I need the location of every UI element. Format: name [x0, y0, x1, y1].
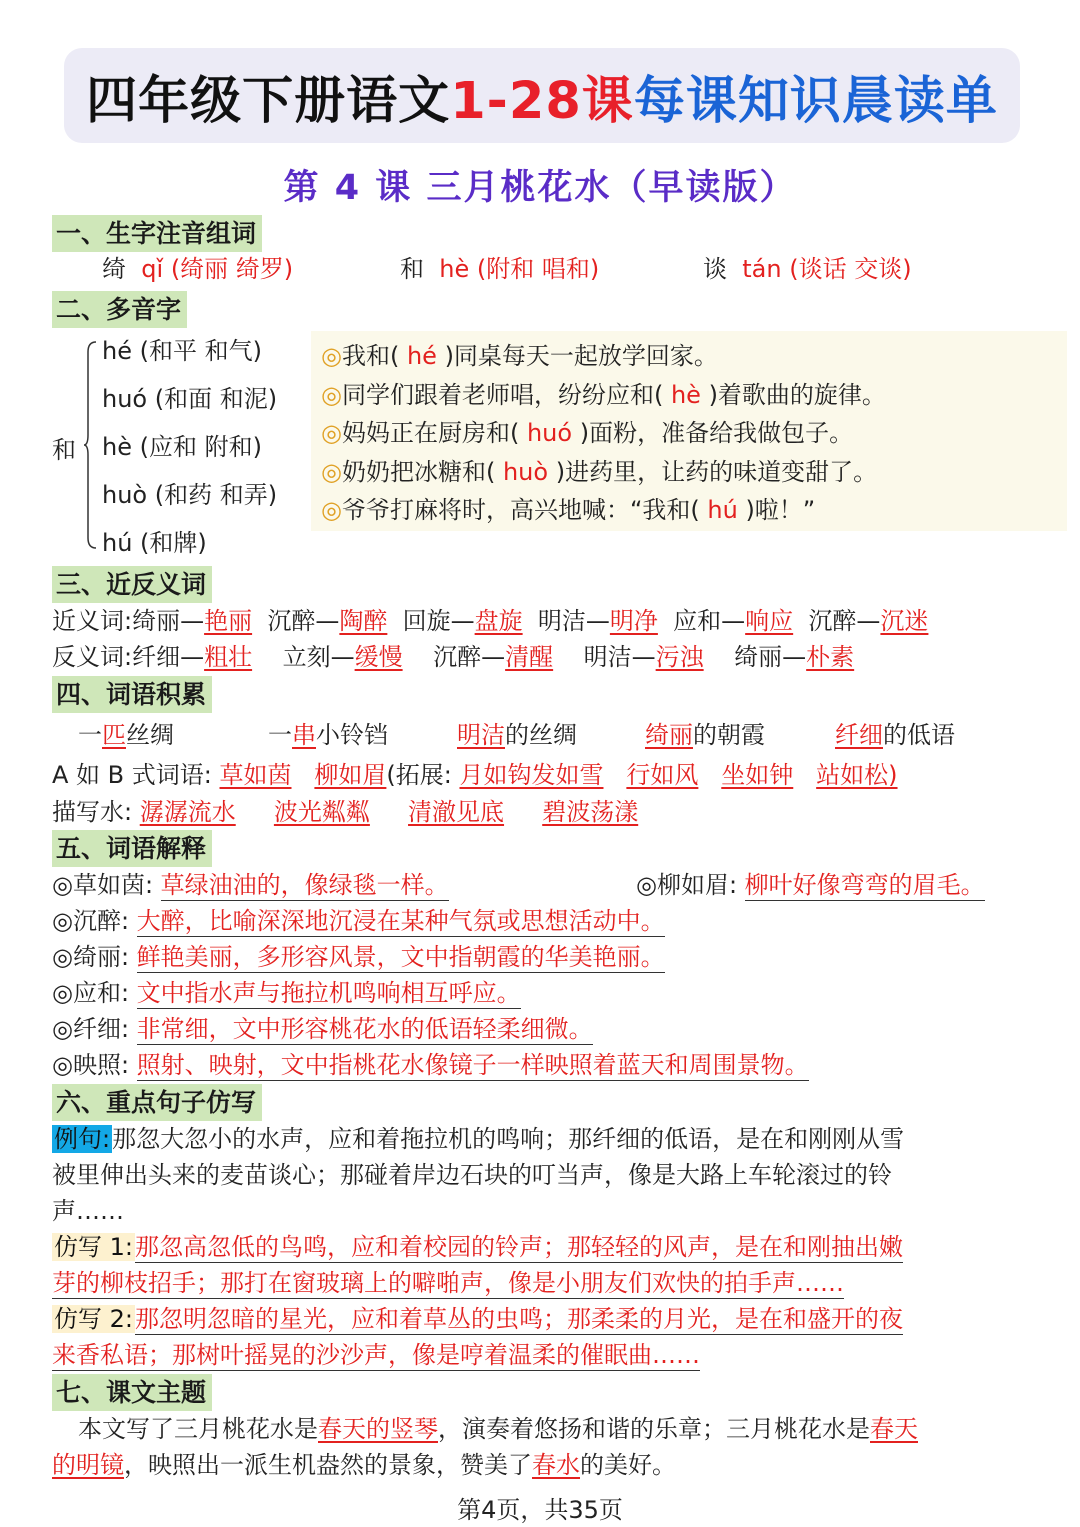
definition-item: ◎草如茵: 草绿油油的，像绿毯一样。 [52, 871, 449, 899]
theme-line-2: 的明镜，映照出一派生机盎然的景象，赞美了春水的美好。 [52, 1451, 676, 1479]
definition-item: ◎绮丽: 鲜艳美丽，多形容风景，文中指朝霞的华美艳丽。 [52, 943, 665, 971]
example-sentence: ◎爷爷打麻将时，高兴地喊：“我和( hú )啦！” [321, 496, 816, 524]
word-accum-4: 绮丽的朝霞 [645, 721, 765, 749]
definition-item: ◎映照: 照射、映射，文中指桃花水像镜子一样映照着蓝天和周围景物。 [52, 1051, 809, 1079]
example-sentence: ◎我和( hé )同桌每天一起放学回家。 [321, 342, 718, 370]
section-3-heading: 三、近反义词 [52, 566, 212, 603]
imitation-2-line-1: 仿写 2:那忽明忽暗的星光，应和着草丛的虫鸣；那柔柔的月光，是在和盛开的夜 [54, 1305, 903, 1333]
imitation-2-label: 仿写 2: [54, 1305, 133, 1333]
page-banner [64, 48, 1020, 143]
example-line-1: 例句:那忽大忽小的水声，应和着拖拉机的鸣响；那纤细的低语，是在和刚刚从雪 [54, 1125, 905, 1153]
banner-title-part1: 四年级下册语文 [86, 71, 451, 131]
reading-3: hè (应和 附和) [102, 433, 262, 461]
reading-5: hú (和牌) [102, 529, 207, 557]
definition-item: ◎应和: 文中指水声与拖拉机鸣响相互呼应。 [52, 979, 521, 1007]
abb-words-row: A 如 B 式词语: 草如茵 柳如眉(拓展: 月如钩发如雪 行如风 坐如钟 站如松) [52, 761, 898, 789]
definition-item: ◎沉醉: 大醉，比喻深深地沉浸在某种气氛或思想活动中。 [52, 907, 665, 935]
lesson-title: 第 4 课 三月桃花水（早读版） [283, 168, 797, 208]
banner-title-part2: 1-28课 [450, 71, 634, 131]
s1-item-3: 谈 tán (谈话 交谈) [703, 255, 912, 283]
water-words-row: 描写水: 潺潺流水 波光粼粼 清澈见底 碧波荡漾 [52, 798, 639, 826]
brace-icon [84, 340, 98, 550]
section-5-heading: 五、词语解释 [52, 830, 212, 867]
word-accum-1: 一匹丝绸 [78, 721, 174, 749]
reading-2: huó (和面 和泥) [102, 385, 278, 413]
s1-item-2: 和 hè (附和 唱和) [400, 255, 600, 283]
banner-title-part3: 每课知识晨读单 [633, 71, 998, 131]
definition-item: ◎柳如眉: 柳叶好像弯弯的眉毛。 [636, 871, 985, 899]
theme-line-1: 本文写了三月桃花水是春天的竖琴，演奏着悠扬和谐的乐章；三月桃花水是春天 [78, 1415, 918, 1443]
section-4-heading: 四、词语积累 [52, 676, 212, 713]
imitation-1-line-1: 仿写 1:那忽高忽低的鸟鸣，应和着校园的铃声；那轻轻的风声，是在和刚抽出嫩 [54, 1233, 903, 1261]
synonyms-row: 近义词:绮丽—艳丽 沉醉—陶醉 回旋—盘旋 明洁—明净 应和—响应 沉醉—沉迷 [52, 607, 929, 635]
example-label: 例句: [54, 1125, 111, 1153]
reading-4: huò (和药 和弄) [102, 481, 278, 509]
antonyms-row: 反义词:纤细—粗壮 立刻—缓慢 沉醉—清醒 明洁—污浊 绮丽—朴素 [52, 643, 855, 671]
s1-item-1: 绮 qǐ (绮丽 绮罗) [102, 255, 294, 283]
example-sentence: ◎妈妈正在厨房和( huó )面粉，准备给我做包子。 [321, 419, 854, 447]
section-6-heading: 六、重点句子仿写 [52, 1084, 262, 1121]
reading-1: hé (和平 和气) [102, 337, 262, 365]
example-line-3: 声…… [52, 1197, 124, 1225]
example-sentence: ◎同学们跟着老师唱，纷纷应和( hè )着歌曲的旋律。 [321, 380, 886, 409]
section-7-heading: 七、课文主题 [52, 1374, 212, 1411]
imitation-1-label: 仿写 1: [54, 1233, 133, 1261]
imitation-2-line-2: 来香私语；那树叶摇晃的沙沙声，像是哼着温柔的催眠曲…… [52, 1341, 700, 1369]
page-number: 第4页，共35页 [457, 1496, 623, 1524]
section-1-heading: 一、生字注音组词 [52, 215, 262, 252]
word-accum-5: 纤细的低语 [835, 721, 955, 749]
example-line-2: 被里伸出头来的麦苗谈心；那碰着岸边石块的叮当声，像是大路上车轮滚过的铃 [52, 1161, 892, 1189]
example-sentences-box [311, 331, 1067, 531]
example-sentence: ◎奶奶把冰糖和( huò )进药里，让药的味道变甜了。 [321, 457, 878, 486]
definition-item: ◎纤细: 非常细，文中形容桃花水的低语轻柔细微。 [52, 1015, 593, 1043]
section-2-heading: 二、多音字 [52, 291, 187, 328]
imitation-1-line-2: 芽的柳枝招手；那打在窗玻璃上的噼啪声，像是小朋友们欢快的拍手声…… [52, 1269, 844, 1297]
word-accum-2: 一串小铃铛 [268, 721, 388, 749]
word-accum-3: 明洁的丝绸 [457, 721, 577, 749]
polyphone-char: 和 [52, 436, 76, 464]
